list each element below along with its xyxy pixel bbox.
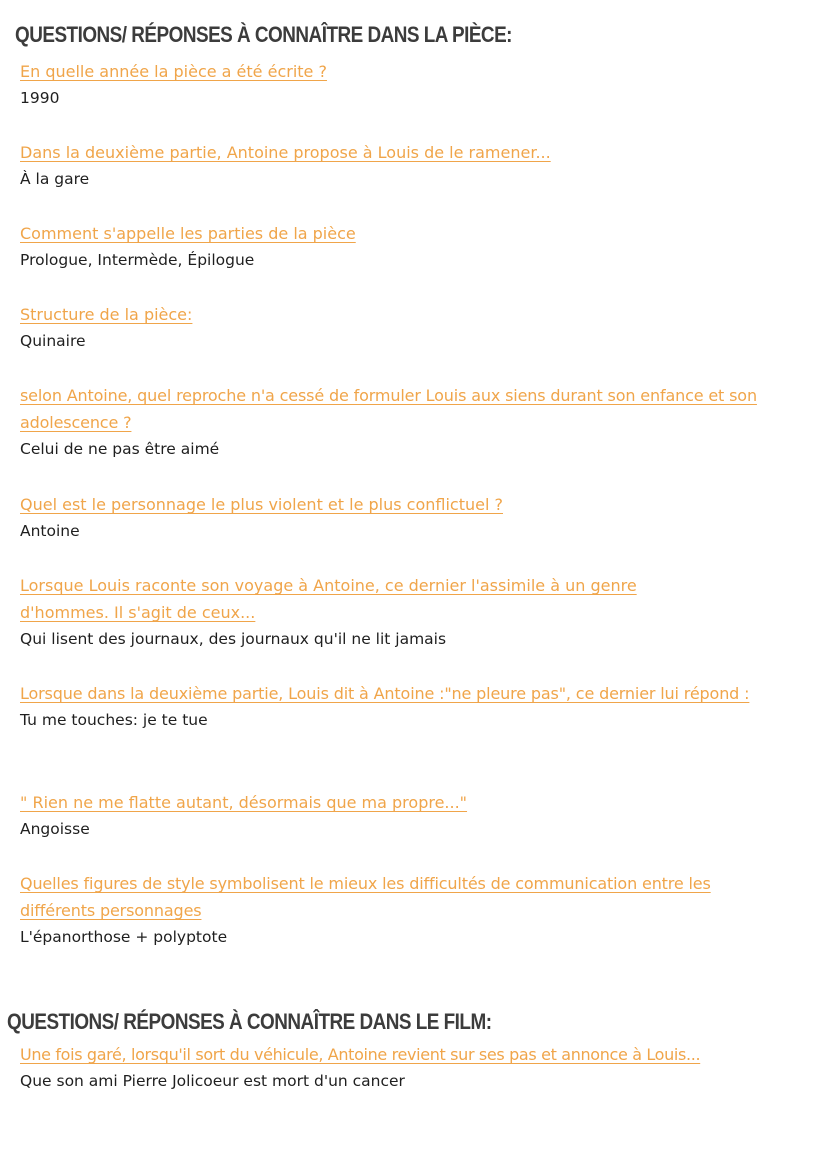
answer-pleure: Tu me touches: je te tue: [20, 711, 208, 729]
answer-film-jolicoeur: Que son ami Pierre Jolicoeur est mort d'un cancer: [20, 1072, 405, 1090]
question-ramener[interactable]: Dans la deuxième partie, Antoine propose à Louis de le ramener...: [20, 143, 551, 162]
question-flatte[interactable]: " Rien ne me flatte autant, désormais que ma propre...": [20, 793, 468, 812]
qa-item-film-jolicoeur: [20, 1041, 810, 1095]
question-pleure[interactable]: Lorsque dans la deuxième partie, Louis dit à Antoine :"ne pleure pas", ce dernier lui répond :: [20, 684, 750, 703]
question-parties[interactable]: Comment s'appelle les parties de la pièce: [20, 224, 356, 243]
qa-item-pleure: [20, 680, 810, 734]
answer-year: 1990: [20, 89, 60, 107]
qa-item-voyage: [20, 572, 810, 653]
qa-item-figures: [20, 870, 810, 951]
answer-flatte: Angoisse: [20, 820, 90, 838]
qa-item-parties: [20, 220, 810, 274]
qa-item-violent: [20, 491, 810, 545]
question-year[interactable]: En quelle année la pièce a été écrite ?: [20, 62, 327, 81]
answer-ramener: À la gare: [20, 170, 90, 188]
answer-parties: Prologue, Intermède, Épilogue: [20, 251, 255, 269]
qa-item-year: [20, 58, 810, 112]
answer-violent: Antoine: [20, 522, 80, 540]
question-reproche[interactable]: selon Antoine, quel reproche n'a cessé de formuler Louis aux siens durant son enfance et son adolescence ?: [20, 386, 757, 432]
qa-item-flatte: [20, 789, 810, 843]
answer-reproche: Celui de ne pas être aimé: [20, 440, 220, 458]
question-structure[interactable]: Structure de la pièce:: [20, 305, 193, 324]
question-violent[interactable]: Quel est le personnage le plus violent et le plus conflictuel ?: [20, 495, 503, 514]
answer-figures: L'épanorthose + polyptote: [20, 928, 228, 946]
section-title-piece: QUESTIONS/ RÉPONSES À CONNAÎTRE DANS LA PIÈCE:: [15, 22, 512, 47]
question-voyage[interactable]: Lorsque Louis raconte son voyage à Antoine, ce dernier l'assimile à un genre d'hommes. Il s'agit de ceux...: [20, 576, 637, 622]
question-figures[interactable]: Quelles figures de style symbolisent le mieux les difficultés de communication entre les différents personnages: [20, 874, 711, 920]
qa-item-ramener: [20, 139, 810, 193]
question-film-jolicoeur[interactable]: Une fois garé, lorsqu'il sort du véhicule, Antoine revient sur ses pas et annonce à Louis...: [20, 1045, 701, 1064]
qa-item-reproche: [20, 382, 810, 463]
answer-structure: Quinaire: [20, 332, 86, 350]
qa-item-structure: [20, 301, 810, 355]
answer-voyage: Qui lisent des journaux, des journaux qu'il ne lit jamais: [20, 630, 447, 648]
section-title-film: QUESTIONS/ RÉPONSES À CONNAÎTRE DANS LE FILM:: [7, 1009, 492, 1034]
